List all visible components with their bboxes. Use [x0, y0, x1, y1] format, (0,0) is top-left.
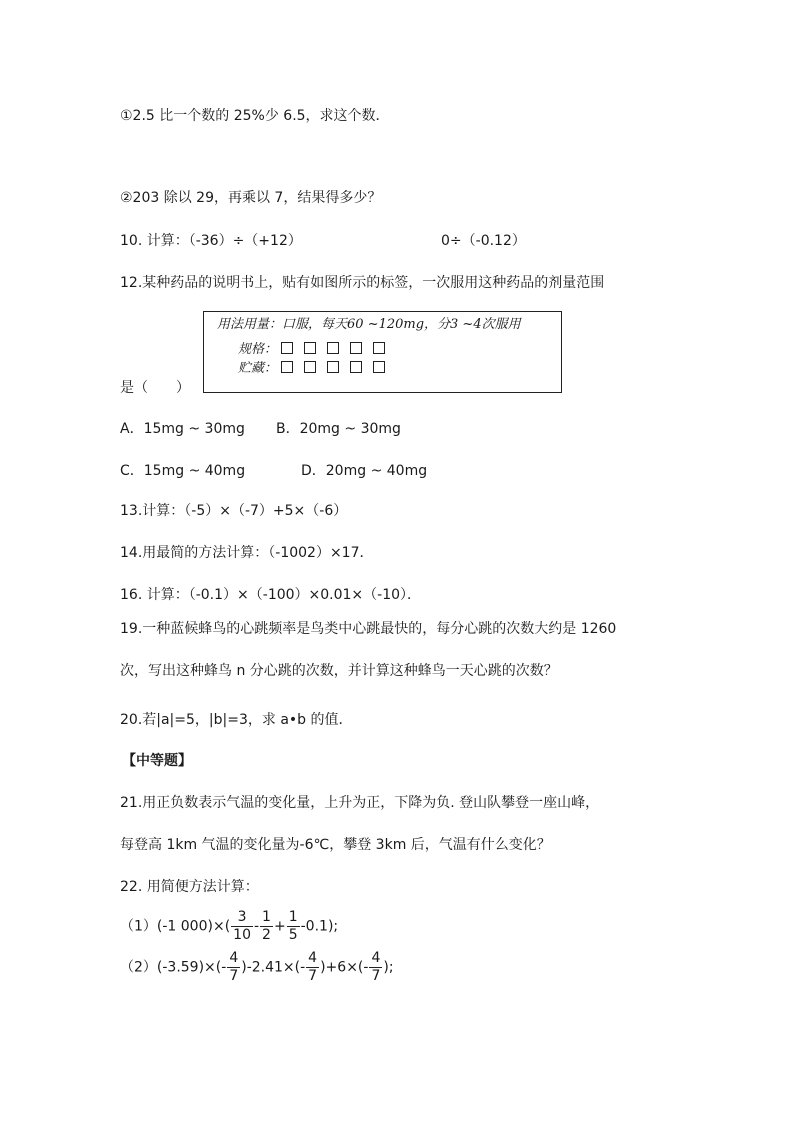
label-usage: 用法用量：口服，每天60 ~120mg，分3 ~4次服用	[217, 317, 521, 332]
option-c: C．15mg ~ 40mg	[120, 463, 246, 479]
section-heading: 【中等题】	[122, 753, 192, 769]
fraction: $\frac{4}{7}$	[308, 950, 318, 984]
option-a: A．15mg ~ 30mg	[120, 421, 245, 437]
question-20: 20.若|a|=5，|b|=3，求 a•b 的值．	[120, 712, 353, 728]
question-16: 16. 计算：（-0.1）×（-100）×0.01×（-10）．	[120, 587, 422, 603]
option-d: D．20mg ~ 40mg	[301, 463, 428, 479]
medicine-label	[203, 311, 562, 393]
fraction: $\frac{1}{5}$	[288, 909, 298, 943]
question-12-stem: 12.某种药品的说明书上，贴有如图所示的标签，一次服用这种药品的剂量范围	[120, 275, 605, 291]
fraction: $\frac{1}{2}$	[262, 909, 271, 943]
question-21-line2: 每登高 1km 气温的变化量为-6℃，攀登 3km 后，气温有什么变化？	[120, 837, 551, 853]
fraction: $\frac{4}{7}$	[229, 950, 239, 984]
question-10-left: 10. 计算：（-36）÷（+12）	[120, 233, 302, 249]
question-21-line1: 21.用正负数表示气温的变化量，上升为正，下降为负. 登山队攀登一座山峰，	[120, 795, 600, 811]
question-12-tail: 是（ ）	[120, 380, 190, 396]
question-13: 13.计算：（-5）×（-7）+5×（-6）	[120, 503, 348, 519]
question-22-title: 22. 用简便方法计算：	[120, 879, 259, 895]
fraction: $\frac{4}{7}$	[371, 950, 381, 984]
question-1: ①2.5 比一个数的 25%少 6.5，求这个数．	[120, 108, 390, 124]
question-19-line1: 19.一种蓝候蜂鸟的心跳频率是鸟类中心跳最快的，每分心跳的次数大约是 1260	[120, 621, 617, 637]
question-2: ②203 除以 29，再乘以 7，结果得多少？	[120, 190, 382, 206]
question-10-right: 0÷（-0.12）	[441, 233, 526, 249]
fraction: $\frac{3}{10}$	[233, 909, 251, 943]
question-14: 14.用最简的方法计算：（-1002）×17．	[120, 545, 374, 561]
label-spec: 规格：	[238, 342, 396, 358]
option-b: B．20mg ~ 30mg	[276, 421, 401, 437]
question-19-line2: 次，写出这种蜂鸟 n 分心跳的次数，并计算这种蜂鸟一天心跳的次数？	[120, 663, 558, 679]
question-22-part1: （1）(-1 000)×( $\frac{3}{10}$ - $\frac{1}{2}$ + $\frac{1}{5}$ -0.1);	[120, 909, 339, 943]
question-10	[120, 231, 302, 251]
label-storage: 贮藏：	[238, 361, 396, 377]
question-22-part2: （2）(-3.59)×(- $\frac{4}{7}$ )-2.41×(- $\frac{4}{7}$ )+6×(- $\frac{4}{7}$ );	[120, 950, 394, 984]
